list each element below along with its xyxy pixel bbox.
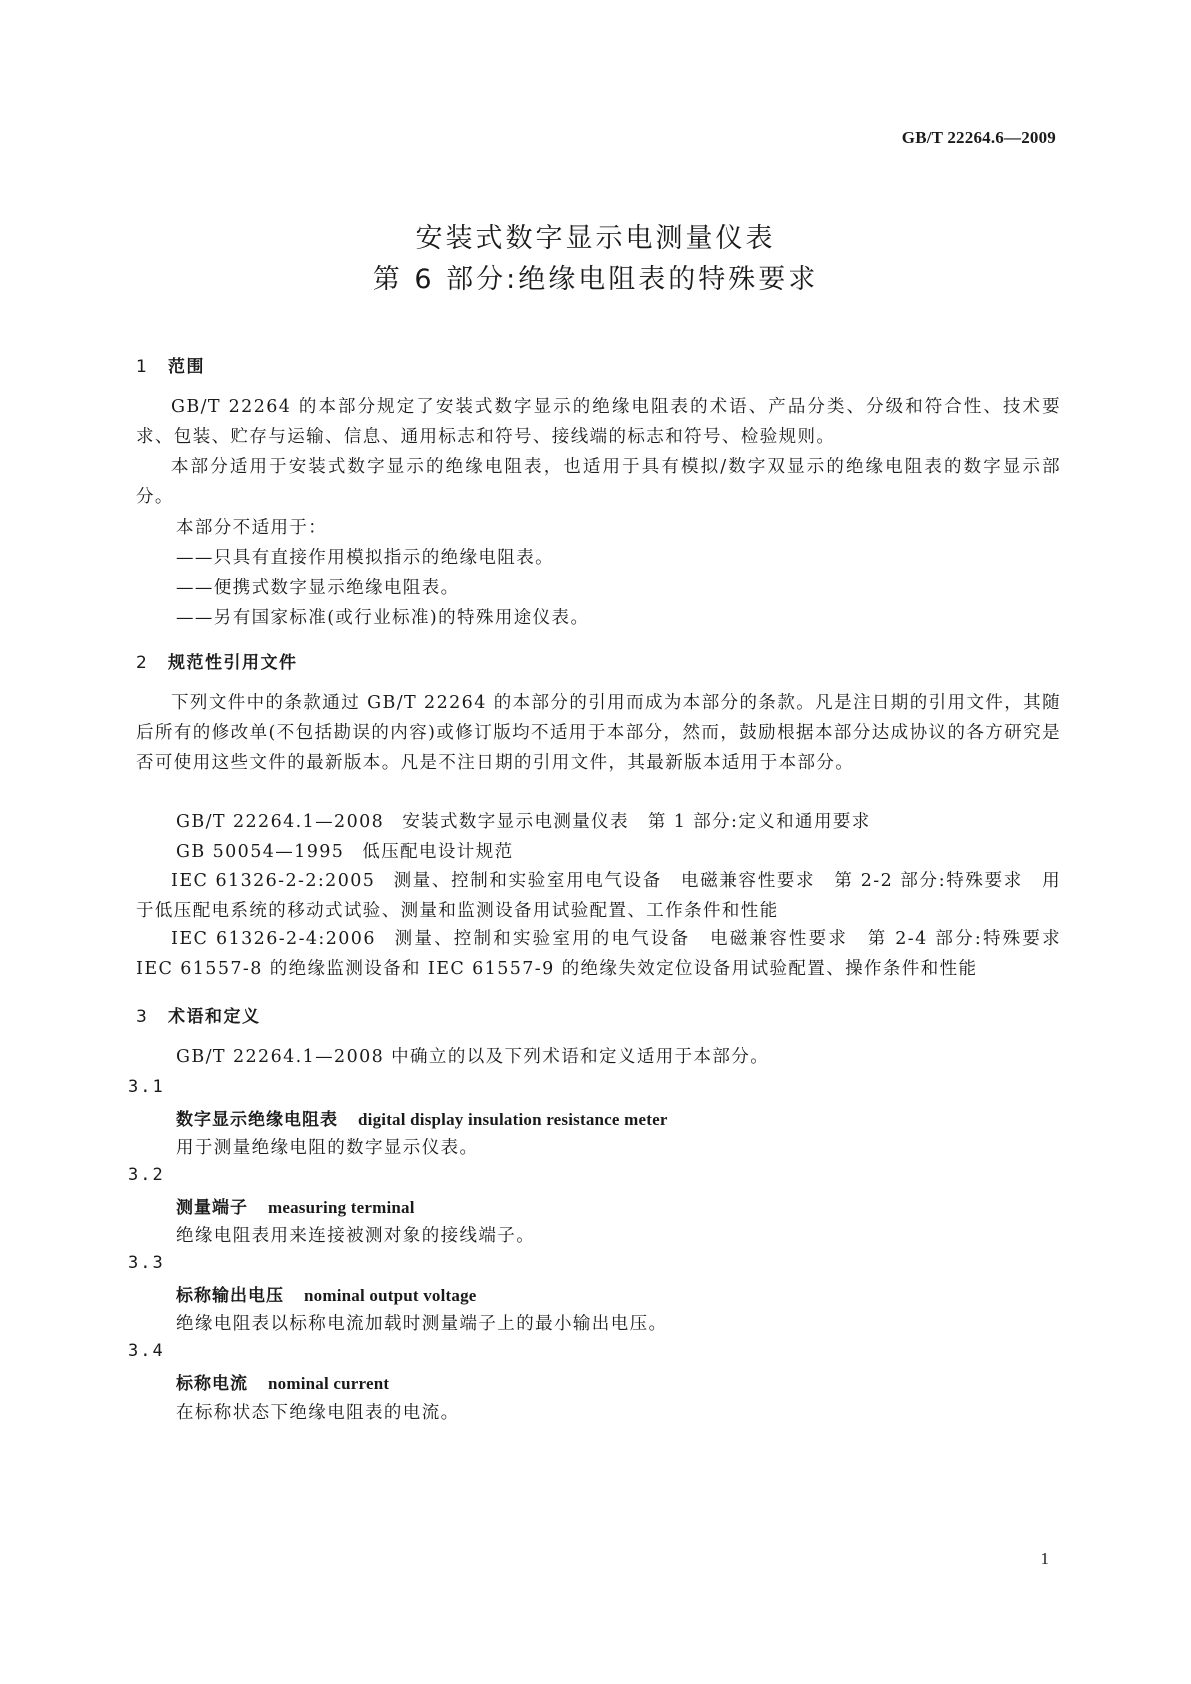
reference-title: 测量、控制和实验室用电气设备 电磁兼容性要求 第 2-2 部分:特殊要求 用于低压配电系统的移动式试验、测量和监测设备用试验配置、工作条件和性能 (136, 871, 1061, 921)
reference-code: IEC 61326-2-4:2006 (171, 929, 376, 949)
term-definition: 用于测量绝缘电阻的数字显示仪表。 (176, 1138, 479, 1158)
term-zh: 测量端子 (176, 1198, 248, 1218)
reference-title: 安装式数字显示电测量仪表 第 1 部分:定义和通用要求 (402, 812, 871, 832)
section-title: 术语和定义 (168, 1007, 261, 1027)
term-definition: 绝缘电阻表以标称电流加载时测量端子上的最小输出电压。 (176, 1314, 668, 1334)
section-number: 1 (136, 357, 149, 377)
reference-code: GB 50054—1995 (176, 842, 345, 862)
page-number: 1 (1040, 1549, 1049, 1568)
term-en: nominal current (268, 1374, 390, 1393)
list-item: ——只具有直接作用模拟指示的绝缘电阻表。 (176, 548, 554, 568)
paragraph: 本部分不适用于： (176, 518, 328, 538)
term-en: digital display insulation resistance meter (358, 1110, 668, 1129)
section-heading-terms-definitions (136, 1002, 261, 1027)
term-number: 3.2 (128, 1165, 165, 1185)
section-title: 规范性引用文件 (168, 653, 298, 673)
section-number: 2 (136, 653, 149, 673)
list-item: ——便携式数字显示绝缘电阻表。 (176, 578, 460, 598)
section-title: 范围 (168, 357, 205, 377)
term-number: 3.4 (128, 1341, 165, 1361)
reference-title: 测量、控制和实验室用的电气设备 电磁兼容性要求 第 2-4 部分:特殊要求 IEC 61557-8 的绝缘监测设备和 IEC 61557-9 的绝缘失效定位设备用试验配置、操作条件和性能 (136, 929, 1061, 979)
term-zh: 标称输出电压 (176, 1286, 284, 1306)
term-heading (176, 1193, 415, 1218)
reference-title: 低压配电设计规范 (362, 842, 514, 862)
reference-code: IEC 61326-2-2:2005 (171, 871, 376, 891)
reference-item (176, 808, 871, 833)
reference-item (176, 838, 514, 863)
term-en: measuring terminal (268, 1198, 415, 1217)
reference-code: GB/T 22264.1—2008 (176, 812, 385, 832)
list-item: ——另有国家标准(或行业标准)的特殊用途仪表。 (176, 608, 590, 628)
term-number: 3.1 (128, 1077, 165, 1097)
section-number: 3 (136, 1007, 149, 1027)
paragraph: GB/T 22264.1—2008 中确立的以及下列术语和定义适用于本部分。 (176, 1047, 770, 1067)
section-heading-scope (136, 352, 205, 377)
document-subtitle: 第 6 部分:绝缘电阻表的特殊要求 (372, 264, 819, 295)
reference-item (136, 924, 1061, 984)
document-title: 安装式数字显示电测量仪表 (415, 223, 776, 254)
term-en: nominal output voltage (304, 1286, 477, 1305)
document-code: GB/T 22264.6—2009 (901, 128, 1056, 147)
term-definition: 绝缘电阻表用来连接被测对象的接线端子。 (176, 1226, 536, 1246)
term-heading (176, 1281, 477, 1306)
paragraph: 下列文件中的条款通过 GB/T 22264 的本部分的引用而成为本部分的条款。凡是注日期的引用文件，其随后所有的修改单(不包括勘误的内容)或修订版均不适用于本部分，然而，鼓励根据本部分达成协议的各方研究是否可使用这些文件的最新版本。凡是不注日期的引用文件，其最新版本适用于本部分。 (136, 693, 1061, 773)
reference-item (136, 866, 1061, 926)
paragraph: 本部分适用于安装式数字显示的绝缘电阻表，也适用于具有模拟/数字双显示的绝缘电阻表的数字显示部分。 (136, 457, 1061, 507)
term-heading (176, 1105, 668, 1130)
term-zh: 标称电流 (176, 1374, 248, 1394)
term-number: 3.3 (128, 1253, 165, 1273)
section-heading-normative-references (136, 648, 298, 673)
term-definition: 在标称状态下绝缘电阻表的电流。 (176, 1403, 460, 1423)
term-zh: 数字显示绝缘电阻表 (176, 1110, 338, 1130)
paragraph: GB/T 22264 的本部分规定了安装式数字显示的绝缘电阻表的术语、产品分类、分级和符合性、技术要求、包装、贮存与运输、信息、通用标志和符号、接线端的标志和符号、检验规则。 (136, 397, 1061, 447)
term-heading (176, 1369, 389, 1394)
